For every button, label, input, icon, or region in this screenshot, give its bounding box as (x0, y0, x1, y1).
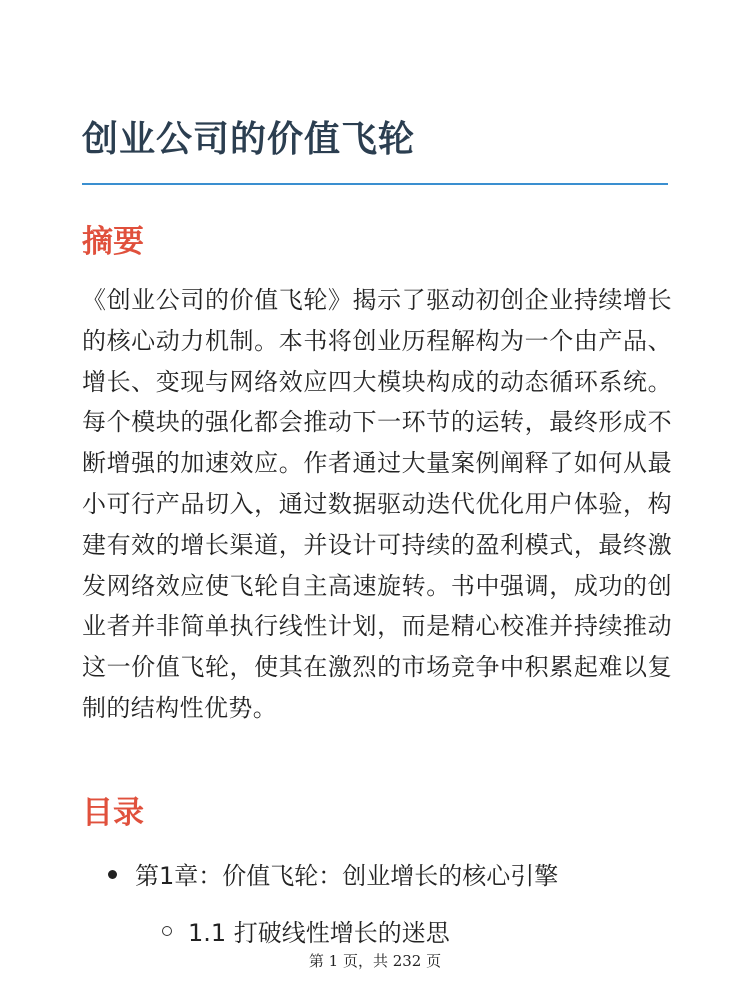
bullet-circle-icon (162, 926, 172, 936)
toc-section-item[interactable] (162, 915, 450, 951)
page-number-footer: 第 1 页，共 232 页 (308, 952, 442, 970)
toc-chapter-label: 第1章：价值飞轮：创业增长的核心引擎 (135, 862, 559, 890)
toc-heading: 目录 (82, 795, 144, 831)
title-divider (82, 183, 668, 185)
abstract-body: 《创业公司的价值飞轮》揭示了驱动初创企业持续增长的核心动力机制。本书将创业历程解构为一个由产品、增长、变现与网络效应四大模块构成的动态循环系统。每个模块的强化都会推动下一环节的运转，最终形成不断增强的加速效应。作者通过大量案例阐释了如何从最小可行产品切入，通过数据驱动迭代优化用户体验，构建有效的增长渠道，并设计可持续的盈利模式，最终激发网络效应使飞轮自主高速旋转。书中强调，成功的创业者并非简单执行线性计划，而是精心校准并持续推动这一价值飞轮，使其在激烈的市场竞争中积累起难以复制的结构性优势。 (82, 286, 672, 722)
abstract-heading: 摘要 (82, 224, 144, 260)
bullet-dot-icon (108, 870, 117, 879)
toc-chapter-item[interactable] (108, 858, 558, 894)
document-title: 创业公司的价值飞轮 (82, 119, 416, 160)
toc-section-label: 1.1 打破线性增长的迷思 (188, 919, 450, 947)
